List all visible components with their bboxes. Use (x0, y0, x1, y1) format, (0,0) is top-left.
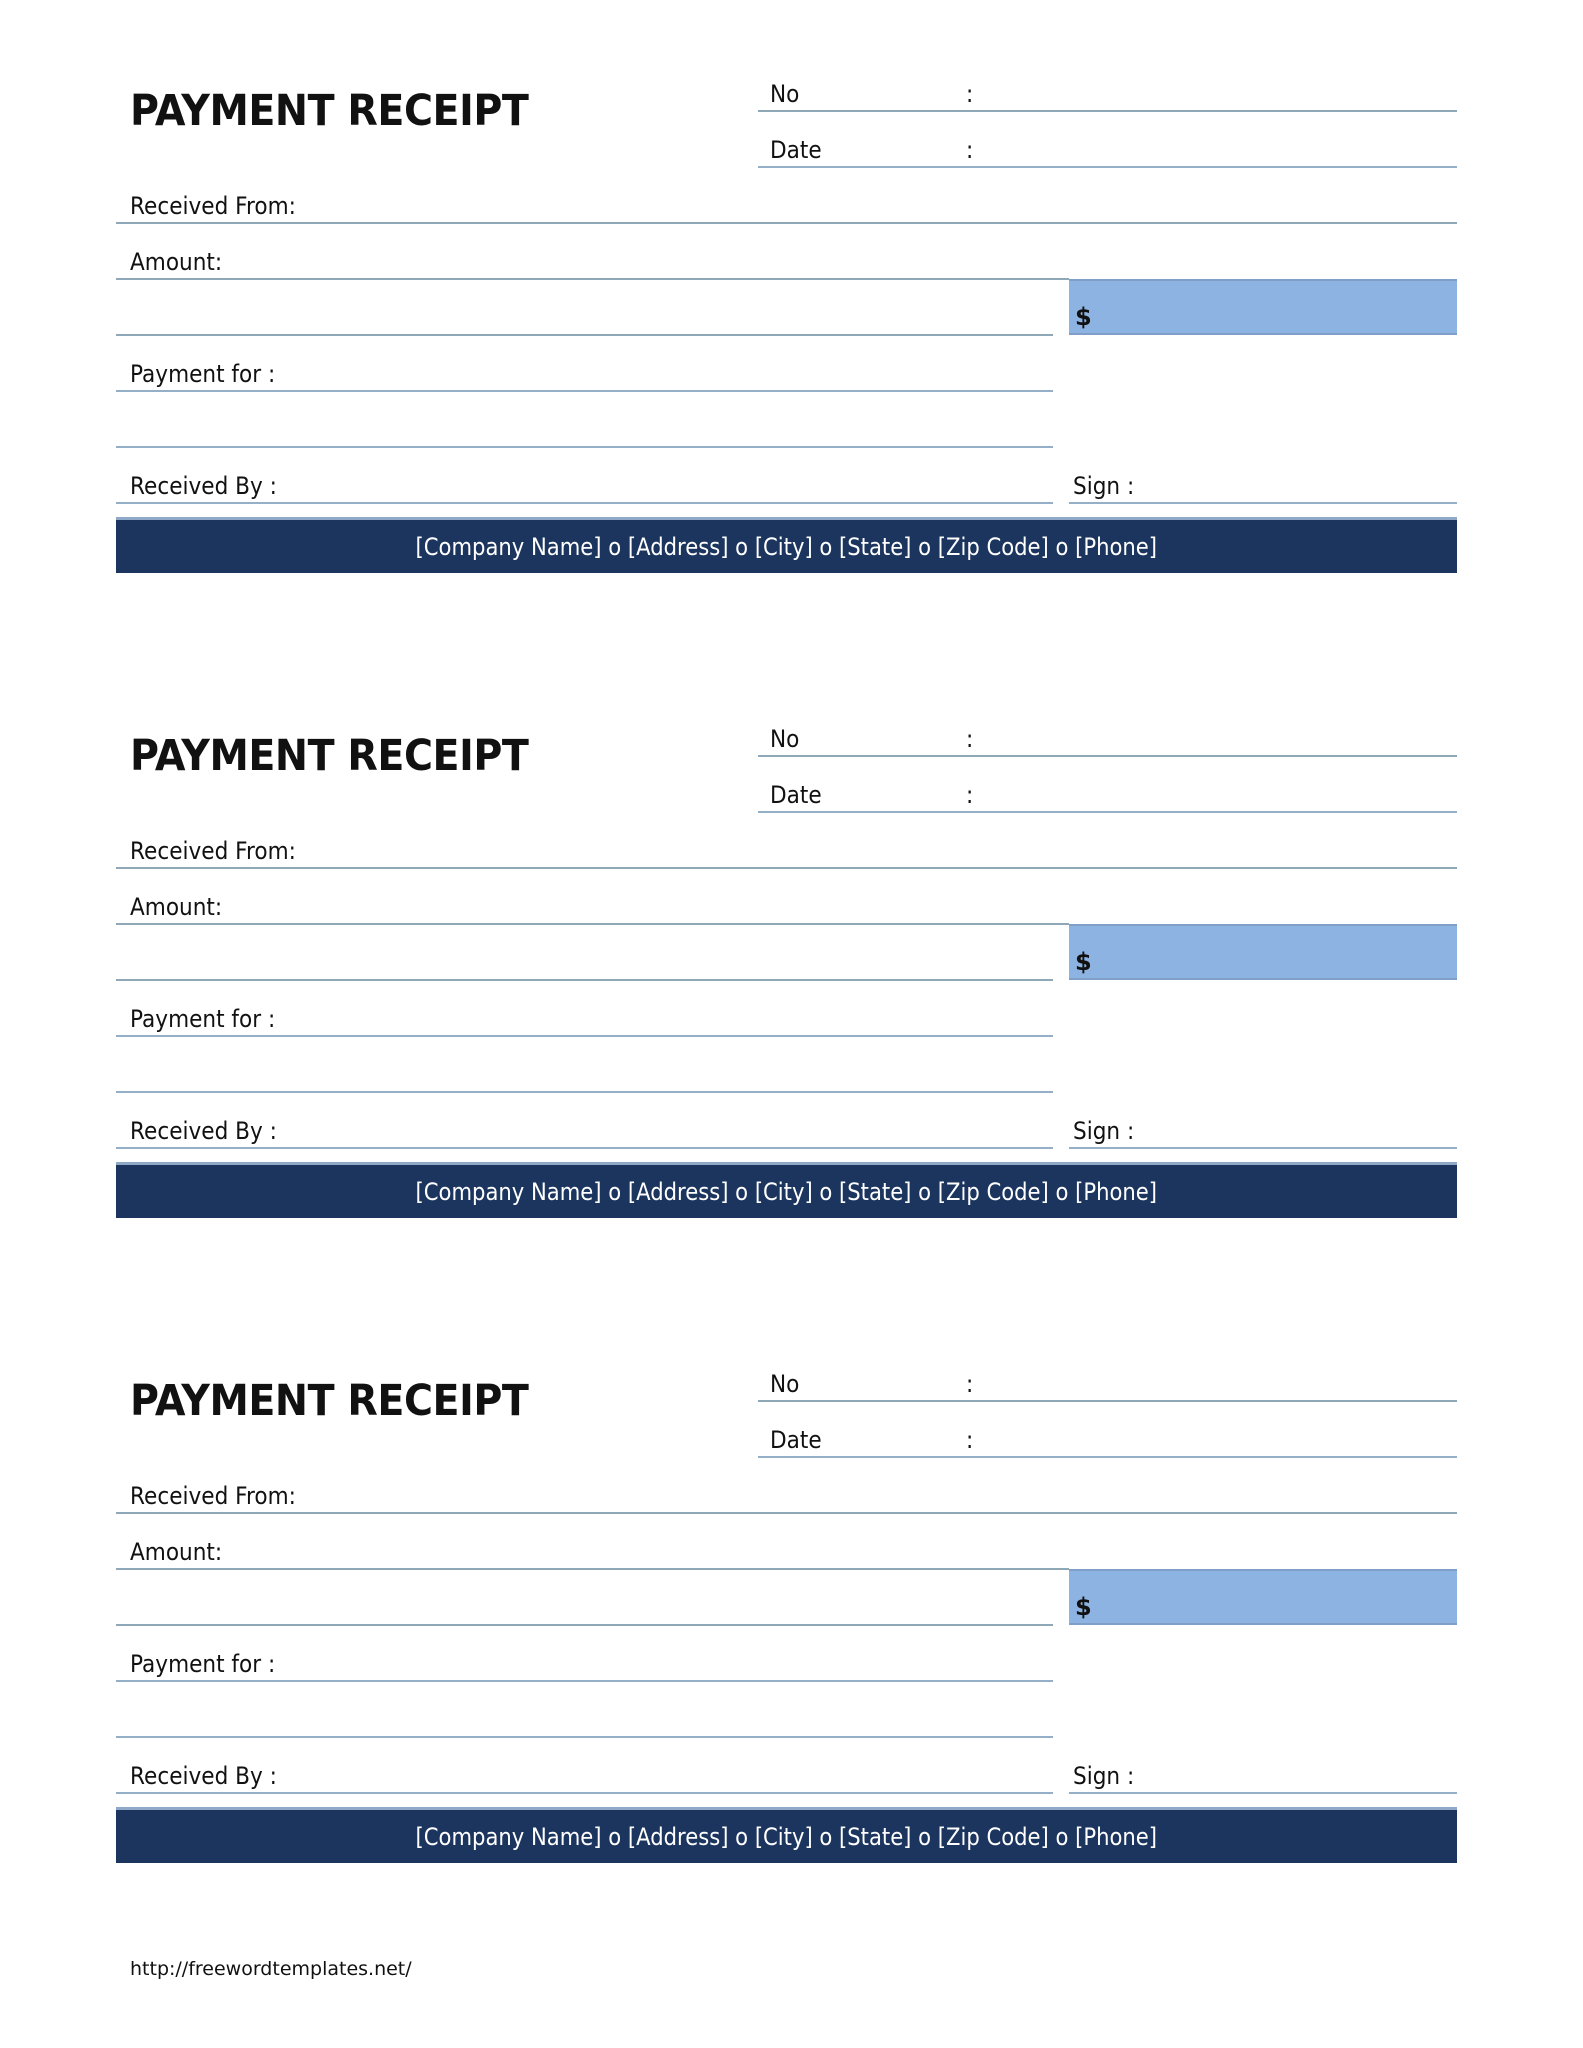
source-url[interactable]: http://freewordtemplates.net/ (130, 1958, 412, 1980)
payment-receipt (0, 645, 1583, 1245)
receipt-title: PAYMENT RECEIPT (130, 86, 529, 136)
payment-for-field-2[interactable] (116, 446, 1053, 448)
received-by-field[interactable] (116, 1147, 1053, 1149)
received-by-label: Received By : (130, 472, 277, 500)
amount-label-rule (116, 1568, 1069, 1570)
sign-field[interactable] (1069, 502, 1457, 504)
company-info-bar (116, 1162, 1457, 1218)
no-label: No (770, 1370, 800, 1398)
dollar-icon: $ (1075, 1593, 1092, 1621)
no-field[interactable] (758, 1400, 1457, 1402)
dollar-icon: $ (1075, 303, 1092, 331)
dollar-icon: $ (1075, 948, 1092, 976)
receipt-title: PAYMENT RECEIPT (130, 731, 529, 781)
amount-label: Amount: (130, 248, 223, 276)
received-by-field[interactable] (116, 1792, 1053, 1794)
received-from-field[interactable] (116, 867, 1457, 869)
no-field[interactable] (758, 110, 1457, 112)
amount-label-rule (116, 278, 1069, 280)
payment-for-field-2[interactable] (116, 1736, 1053, 1738)
received-by-label: Received By : (130, 1762, 277, 1790)
date-label: Date (770, 136, 822, 164)
payment-for-field[interactable] (116, 1680, 1053, 1682)
date-field[interactable] (758, 811, 1457, 813)
payment-receipt (0, 1290, 1583, 1890)
received-from-label: Received From: (130, 1482, 296, 1510)
sign-label: Sign : (1073, 472, 1135, 500)
date-colon: : (966, 1426, 974, 1454)
amount-label-rule (116, 923, 1069, 925)
sign-field[interactable] (1069, 1792, 1457, 1794)
date-colon: : (966, 136, 974, 164)
amount-words-field[interactable] (116, 1624, 1053, 1626)
sign-label: Sign : (1073, 1117, 1135, 1145)
amount-value-field[interactable] (1069, 279, 1457, 335)
received-from-field[interactable] (116, 222, 1457, 224)
date-colon: : (966, 781, 974, 809)
payment-receipt (0, 0, 1583, 600)
receipt-title: PAYMENT RECEIPT (130, 1376, 529, 1426)
no-colon: : (966, 80, 974, 108)
amount-words-field[interactable] (116, 334, 1053, 336)
company-info-text: [Company Name] o [Address] o [City] o [State] o [Zip Code] o [Phone] (415, 532, 1158, 561)
amount-value-field[interactable] (1069, 924, 1457, 980)
no-field[interactable] (758, 755, 1457, 757)
company-info-text: [Company Name] o [Address] o [City] o [State] o [Zip Code] o [Phone] (415, 1177, 1158, 1206)
no-label: No (770, 725, 800, 753)
received-from-label: Received From: (130, 837, 296, 865)
no-colon: : (966, 1370, 974, 1398)
amount-value-field[interactable] (1069, 1569, 1457, 1625)
received-from-label: Received From: (130, 192, 296, 220)
company-info-bar (116, 1807, 1457, 1863)
sign-label: Sign : (1073, 1762, 1135, 1790)
amount-words-field[interactable] (116, 979, 1053, 981)
payment-for-label: Payment for : (130, 360, 276, 388)
date-field[interactable] (758, 1456, 1457, 1458)
date-field[interactable] (758, 166, 1457, 168)
received-from-field[interactable] (116, 1512, 1457, 1514)
payment-for-field[interactable] (116, 390, 1053, 392)
date-label: Date (770, 1426, 822, 1454)
payment-for-label: Payment for : (130, 1005, 276, 1033)
company-info-bar (116, 517, 1457, 573)
amount-label: Amount: (130, 1538, 223, 1566)
amount-label: Amount: (130, 893, 223, 921)
payment-for-field-2[interactable] (116, 1091, 1053, 1093)
date-label: Date (770, 781, 822, 809)
company-info-text: [Company Name] o [Address] o [City] o [State] o [Zip Code] o [Phone] (415, 1822, 1158, 1851)
payment-for-field[interactable] (116, 1035, 1053, 1037)
payment-for-label: Payment for : (130, 1650, 276, 1678)
no-label: No (770, 80, 800, 108)
sign-field[interactable] (1069, 1147, 1457, 1149)
no-colon: : (966, 725, 974, 753)
received-by-label: Received By : (130, 1117, 277, 1145)
received-by-field[interactable] (116, 502, 1053, 504)
